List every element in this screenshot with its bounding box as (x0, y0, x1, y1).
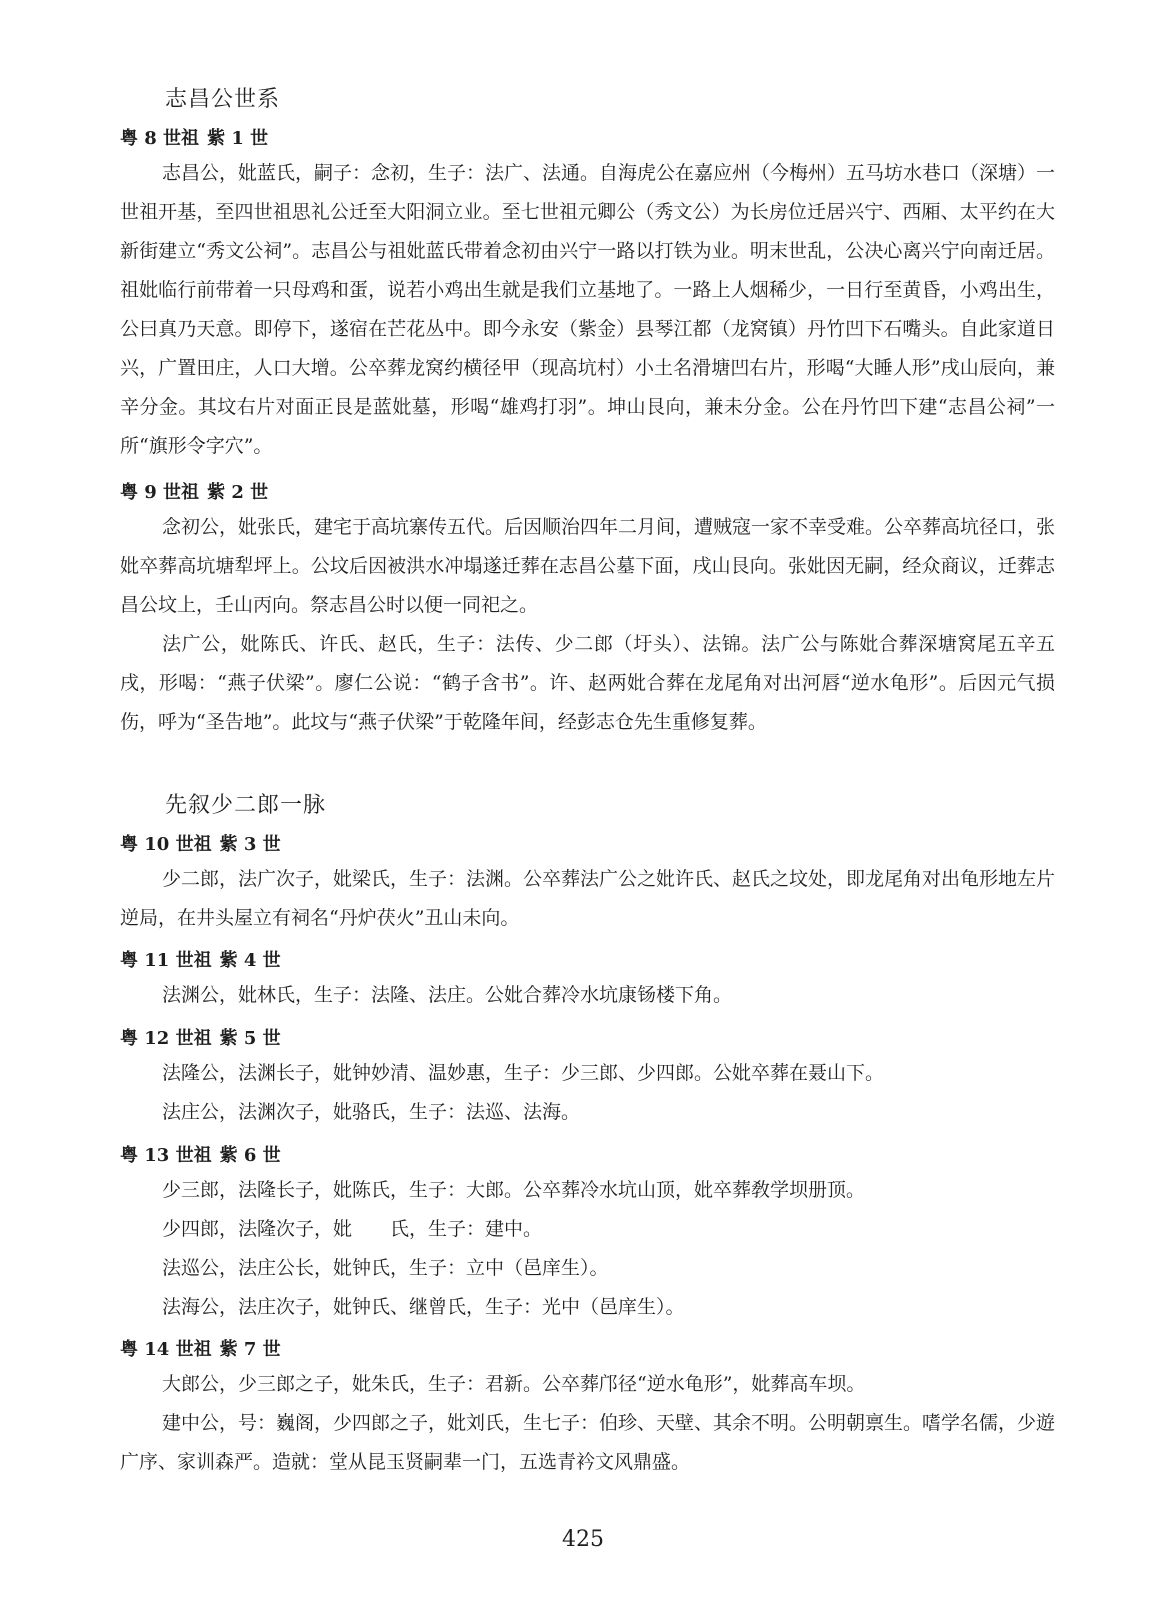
section-title: 志昌公世系 (165, 87, 281, 112)
generation-label-zi: 紫 5 世 (219, 1028, 281, 1049)
generation-heading (120, 946, 281, 972)
page-number: 425 (562, 1527, 604, 1552)
generation-label-zi: 紫 3 世 (219, 834, 281, 855)
paragraph: 法渊公，妣林氏，生子：法隆、法庄。公妣合葬冷水坑康钖楼下角。 (162, 984, 733, 1006)
generation-heading (120, 1335, 281, 1361)
generation-heading (120, 124, 268, 150)
generation-label-zi: 紫 2 世 (207, 482, 269, 503)
generation-label-yue: 粤 8 世祖 (120, 128, 200, 149)
generation-label-yue: 粤 11 世祖 (120, 950, 212, 971)
generation-label-yue: 粤 12 世祖 (120, 1028, 212, 1049)
paragraph: 法隆公，法渊长子，妣钟妙清、温妙惠，生子：少三郎、少四郎。公妣卒葬在聂山下。 (162, 1062, 885, 1084)
paragraph: 少二郎，法广次子，妣梁氏，生子：法渊。公卒葬法广公之妣许氏、赵氏之坟处，即龙尾角对出龟形地左片逆局，在井头屋立有祠名“丹炉茯火”丑山未向。 (120, 868, 1056, 929)
generation-label-zi: 紫 1 世 (207, 128, 269, 149)
paragraph: 法海公，法庄次子，妣钟氏、继曾氏，生子：光中（邑庠生）。 (162, 1296, 685, 1318)
section-title: 先叙少二郎一脉 (165, 793, 327, 818)
generation-heading (120, 1141, 281, 1167)
generation-heading (120, 830, 281, 856)
paragraph: 法广公，妣陈氏、许氏、赵氏，生子：法传、少二郎（圩头）、法锦。法广公与陈妣合葬深塘窝尾五辛五戌，形喝：“燕子伏梁”。廖仁公说：“鹤子含书”。许、赵两妣合葬在龙尾角对出河唇“逆水龟形”。后因元气损伤，呼为“圣告地”。此坟与“燕子伏梁”于乾隆年间，经彭志仓先生重修复葬。 (120, 633, 1055, 733)
paragraph: 志昌公，妣蓝氏，嗣子：念初，生子：法广、法通。自海虎公在嘉应州（今梅州）五马坊水巷口（深塘）一世祖开基，至四世祖思礼公迁至大阳洞立业。至七世祖元卿公（秀文公）为长房位迁居兴宁、西厢、太平约在大新街建立“秀文公祠”。志昌公与祖妣蓝氏带着念初由兴宁一路以打铁为业。明末世乱，公决心离兴宁向南迁居。祖妣临行前带着一只母鸡和蛋，说若小鸡出生就是我们立基地了。一路上人烟稀少，一日行至黄昏，小鸡出生，公曰真乃天意。即停下，遂宿在芒花丛中。即今永安（紫金）县琴江都（龙窝镇）丹竹凹下石嘴头。自此家道日兴，广置田庄，人口大增。公卒葬龙窝约横径甲（现高坑村）小土名滑塘凹右片，形喝“大睡人形”戌山辰向，兼辛分金。其坟右片对面正艮是蓝妣墓，形喝“雄鸡打羽”。坤山艮向，兼未分金。公在丹竹凹下建“志昌公祠”一所“旗形令字穴”。 (120, 162, 1056, 457)
paragraph: 法庄公，法渊次子，妣骆氏，生子：法巡、法海。 (162, 1101, 581, 1123)
generation-label-yue: 粤 14 世祖 (120, 1339, 212, 1360)
generation-label-zi: 紫 7 世 (219, 1339, 281, 1360)
paragraph: 建中公，号：巍阁，少四郎之子，妣刘氏，生七子：伯珍、天壁、其余不明。公明朝禀生。嗜学名儒，少遊广序、家训森严。造就：堂从昆玉贤嗣辈一门，五选青衿文风鼎盛。 (120, 1412, 1056, 1473)
generation-label-zi: 紫 6 世 (219, 1145, 281, 1166)
generation-heading (120, 1024, 281, 1050)
generation-label-yue: 粤 10 世祖 (120, 834, 212, 855)
generation-label-zi: 紫 4 世 (219, 950, 281, 971)
paragraph: 大郎公，少三郎之子，妣朱氏，生子：君新。公卒葬邝径“逆水龟形”，妣葬高车坝。 (162, 1373, 866, 1395)
paragraph: 念初公，妣张氏，建宅于高坑寨传五代。后因顺治四年二月间，遭贼寇一家不幸受难。公卒葬高坑径口，张妣卒葬高坑塘犁坪上。公坟后因被洪水冲塌遂迁葬在志昌公墓下面，戌山艮向。张妣因无嗣，经众商议，迁葬志昌公坟上，壬山丙向。祭志昌公时以便一同祀之。 (120, 516, 1056, 616)
paragraph: 法巡公，法庄公长，妣钟氏，生子：立中（邑庠生）。 (162, 1257, 609, 1279)
generation-label-yue: 粤 13 世祖 (120, 1145, 212, 1166)
paragraph: 少四郎，法隆次子，妣 氏，生子：建中。 (162, 1218, 543, 1240)
generation-label-yue: 粤 9 世祖 (120, 482, 200, 503)
generation-heading (120, 478, 268, 504)
paragraph: 少三郎，法隆长子，妣陈氏，生子：大郎。公卒葬冷水坑山顶，妣卒葬敎学坝册顶。 (162, 1179, 866, 1201)
